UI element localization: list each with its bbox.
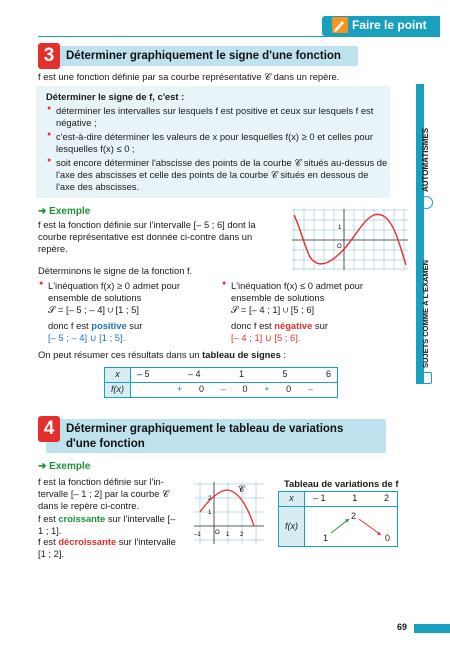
page-number: 69 [397, 622, 408, 632]
sign-value: – [307, 384, 313, 395]
left-col-line4: donc f est positive sur [48, 320, 143, 331]
section4-title-line2: d'une fonction [66, 438, 145, 450]
footer-bar [414, 624, 450, 633]
left-col-line2: ensemble de solutions [48, 292, 142, 303]
sign-table-x-label: x [105, 368, 131, 383]
sign-value: 0 [198, 384, 204, 395]
section4-p3: f est décroissante sur l'intervalle [1 ; 2]. [38, 536, 176, 559]
section3-title: Déterminer graphiquement le signe d'une fonction [66, 50, 341, 62]
curve-label: 𝒞 [238, 484, 245, 494]
sign-x-value: 1 [238, 369, 244, 380]
sign-x-value: – 4 [187, 369, 201, 380]
variation-table [278, 491, 398, 547]
section3-example-text: f est la fonction définie sur l'intervalle [– 5 ; 6] dont la courbe représentative est donnée ci-contre dans un repère. [38, 219, 256, 254]
var-f-value: 0 [385, 533, 391, 543]
section4-p2: f est croissante sur l'intervalle [– 1 ; 1]. [38, 513, 176, 536]
var-table-fx-label: f(x) [279, 507, 305, 547]
section3-summary: On peut résumer ces résultats dans un tableau de signes : [38, 349, 287, 360]
svg-text:1: 1 [226, 532, 230, 538]
negative-word: négative [274, 320, 313, 331]
sign-x-value: – 5 [137, 369, 150, 380]
var-table-x-row [279, 492, 398, 507]
sign-value: 0 [286, 384, 292, 395]
var-x-value: – 1 [313, 493, 326, 504]
section3-number: 3 [38, 43, 60, 69]
right-col-line4: donc f est négative sur [231, 320, 328, 331]
definition-bullet-3: ● soit encore déterminer l'abscisse des points de la courbe 𝒞 situés au-dessus de l'axe des abscisses et celle des points de la courbe 𝒞 situés en dessous de l'axe des abscisses. [56, 157, 388, 192]
sign-table [104, 367, 338, 398]
var-table-title: Tableau de variations de f [284, 478, 399, 489]
section4-p1: f est la fonction définie sur l'in-tervalle [– 1 ; 2] par la courbe 𝒞 dans le repère ci-contre. [38, 476, 169, 511]
down-arrow [359, 519, 381, 535]
section4-example-label: ➜ Exemple [38, 461, 91, 472]
sign-value: 0 [242, 384, 248, 395]
svg-text:2: 2 [240, 532, 244, 538]
section3-graph [290, 207, 410, 271]
section3-example-label: ➜ Exemple [38, 206, 91, 217]
definition-bullet-1: ● déterminer les intervalles sur lesquels f est positive et ceux sur lesquels f est négative ; [56, 105, 388, 129]
croissante-word: croissante [58, 513, 106, 524]
sign-x-value: 6 [325, 369, 331, 380]
left-col-line5: [– 5 ; – 4] ∪ [1 ; 5]. [48, 332, 126, 343]
graph3-label-origin: O [337, 244, 342, 250]
var-table-x-label: x [279, 492, 305, 507]
sign-x-value: 5 [282, 369, 288, 380]
section3-determine: Déterminons le signe de la fonction f. [38, 265, 193, 276]
var-x-value: 2 [383, 493, 389, 504]
svg-text:–1: –1 [194, 532, 201, 538]
side-tab-automatismes: AUTOMATISMES [421, 127, 430, 192]
section4-number: 4 [38, 416, 60, 442]
variation-arrows [305, 507, 399, 547]
graph3-label-one: 1 [338, 225, 342, 231]
var-f-value: 1 [323, 533, 329, 543]
decroissante-word: décroissante [58, 536, 117, 547]
right-col-line5: [– 4 ; 1] ∪ [5 ; 6]. [231, 332, 301, 343]
section4-title-line1: Déterminer graphiquement le tableau de variations [66, 423, 344, 435]
definition-bullet-2: ● c'est-à-dire déterminer les valeurs de x pour lesquelles f(x) ≥ 0 et celles pour lesquelles f(x) ≤ 0 ; [56, 131, 388, 155]
svg-text:O: O [215, 530, 220, 536]
section4-graph [190, 478, 266, 548]
right-col-line3: 𝒮 = [– 4 ; 1] ∪ [5 ; 6] [231, 304, 315, 315]
positive-word: positive [91, 320, 127, 331]
header-rule [38, 36, 440, 37]
faire-le-point-label: Faire le point [352, 18, 427, 32]
svg-text:2: 2 [208, 496, 212, 502]
right-col-line2: ensemble de solutions [231, 292, 325, 303]
sign-value: + [264, 384, 270, 395]
definition-title: Déterminer le signe de f, c'est : [46, 91, 185, 102]
var-f-value: 2 [351, 511, 357, 521]
sign-value: + [177, 384, 183, 395]
left-col-line1: ● L'inéquation f(x) ≥ 0 admet pour [48, 280, 238, 292]
arrow-circle-icon [420, 196, 433, 209]
sign-value: – [220, 384, 226, 395]
left-col-line3: 𝒮 = [– 5 ; – 4] ∪ [1 ; 5] [48, 304, 139, 315]
right-col-line1: ● L'inéquation f(x) ≤ 0 admet pour [231, 280, 411, 292]
up-arrow [331, 519, 349, 533]
document-icon [420, 372, 432, 384]
var-x-value: 1 [352, 493, 358, 504]
pencil-icon [332, 17, 348, 33]
side-tab-sujets: SUJETS COMME À L'EXAMEN [421, 259, 430, 368]
sign-table-fx-row [105, 383, 338, 398]
section3-intro: f est une fonction définie par sa courbe représentative 𝒞 dans un repère. [38, 71, 340, 82]
sign-table-fx-label: f(x) [105, 383, 131, 398]
var-table-fx-row [279, 507, 398, 547]
svg-text:1: 1 [208, 510, 212, 516]
sign-table-x-row [105, 368, 338, 383]
